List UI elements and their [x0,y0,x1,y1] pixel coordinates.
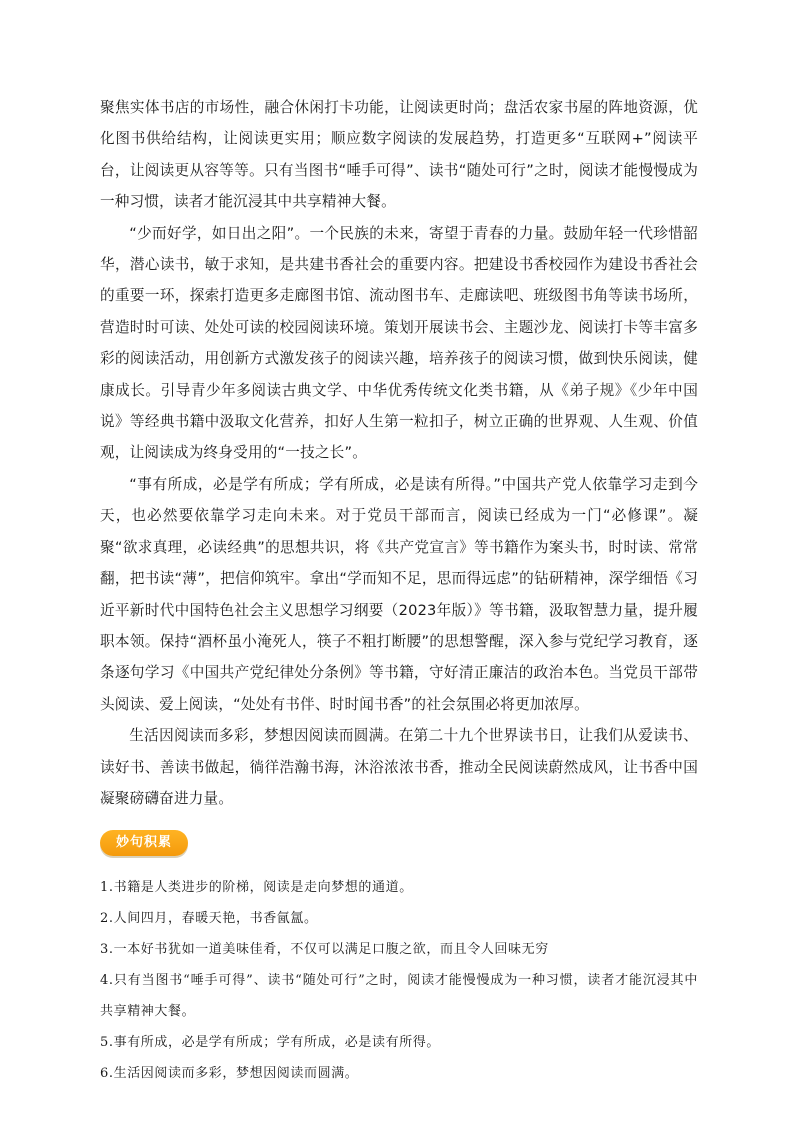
quote-item: 1.书籍是人类进步的阶梯，阅读是走向梦想的通道。 [100,880,413,896]
article-paragraph-2: “少而好学，如日出之阳”。一个民族的未来，寄望于青春的力量。鼓励年轻一代珍惜韶华，潜心读书，敏于求知，是共建书香社会的重要内容。把建设书香校园作为建设书香社会的重要一环，探索打造更多走廊图书馆、流动图书车、走廊读吧、班级图书角等读书场所，营造时时可读、处处可读的校园阅读环境。策划开展读书会、主题沙龙、阅读打卡等丰富多彩的阅读活动，用创新方式激发孩子的阅读兴趣，培养孩子的阅读习惯，做到快乐阅读，健康成长。引导青少年多阅读古典文学、中华优秀传统文化类书籍，从《弟子规》《少年中国说》等经典书籍中汲取文化营养，扣好人生第一粒扣子，树立正确的世界观、人生观、价值观，让阅读成为终身受用的“一技之长”。 [100,224,698,462]
document-page [100,92,698,1089]
quote-list [100,872,698,1089]
quote-item: 4.只有当图书“唾手可得”、读书“随处可行”之时，阅读才能慢慢成为一种习惯，读者才能沉浸其中共享精神大餐。 [100,973,698,1020]
section-header [100,830,698,864]
quote-item: 3.一本好书犹如一道美味佳肴，不仅可以满足口腹之欲，而且令人回味无穷 [100,942,549,958]
article-paragraph-3: “事有所成，必是学有所成；学有所成，必是读有所得。”中国共产党人依靠学习走到今天，也必然要依靠学习走向未来。对于党员干部而言，阅读已经成为一门“必修课”。凝聚“欲求真理，必读经典”的思想共识，将《共产党宣言》等书籍作为案头书，时时读、常常翻，把书读“薄”，把信仰筑牢。拿出“学而知不足，思而得远虑”的钻研精神，深学细悟《习近平新时代中国特色社会主义思想学习纲要（2023年版）》等书籍，汲取智慧力量，提升履职本领。保持“酒杯虽小淹死人，筷子不粗打断腰”的思想警醒，深入参与党纪学习教育，逐条逐句学习《中国共产党纪律处分条例》等书籍，守好清正廉洁的政治本色。当党员干部带头阅读、爱上阅读，“处处有书伴、时时闻书香”的社会氛围必将更加浓厚。 [100,475,698,713]
article-paragraph-1: 聚焦实体书店的市场性，融合休闲打卡功能，让阅读更时尚；盘活农家书屋的阵地资源，优化图书供给结构，让阅读更实用；顺应数字阅读的发展趋势，打造更多“互联网+”阅读平台，让阅读更从容等等。只有当图书“唾手可得”、读书“随处可行”之时，阅读才能慢慢成为一种习惯，读者才能沉浸其中共享精神大餐。 [100,99,698,211]
quote-item: 5.事有所成，必是学有所成；学有所成，必是读有所得。 [100,1035,441,1051]
quote-item: 2.人间四月，春暖天艳，书香氤氲。 [100,911,318,927]
quote-item: 6.生活因阅读而多彩，梦想因阅读而圆满。 [100,1066,359,1082]
article-paragraph-4: 生活因阅读而多彩，梦想因阅读而圆满。在第二十九个世界读书日，让我们从爱读书、读好书、善读书做起，徜徉浩瀚书海，沐浴浓浓书香，推动全民阅读蔚然成风，让书香中国凝聚磅礴奋进力量。 [100,727,698,807]
section-badge: 妙句积累 [100,830,188,856]
